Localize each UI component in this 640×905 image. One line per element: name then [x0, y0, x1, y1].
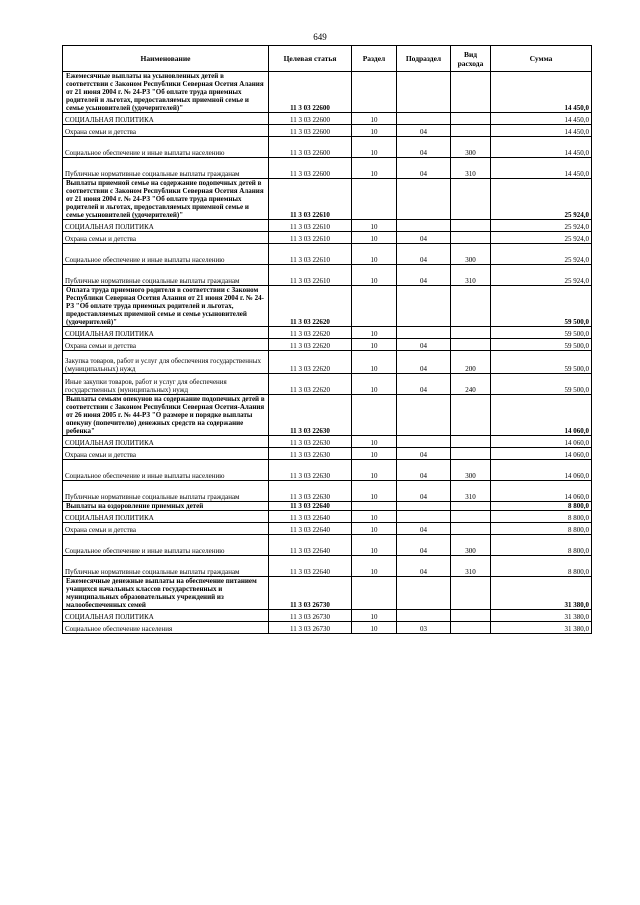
row-name-cell: Публичные нормативные социальные выплаты гражданам	[63, 158, 269, 179]
row-name-cell: Охрана семьи и детства	[63, 339, 269, 351]
row-subsection-cell: 04	[397, 374, 451, 395]
row-sum-cell: 25 924,0	[491, 244, 592, 265]
row-section-cell	[352, 179, 397, 220]
row-sum-cell: 8 800,0	[491, 511, 592, 523]
row-expense-type-cell: 300	[451, 244, 491, 265]
table-header-row	[63, 46, 592, 72]
row-name-cell: СОЦИАЛЬНАЯ ПОЛИТИКА	[63, 220, 269, 232]
row-target-item-cell: 11 3 03 22640	[269, 556, 352, 577]
row-target-item-cell: 11 3 03 22630	[269, 395, 352, 436]
row-sum-cell: 14 450,0	[491, 158, 592, 179]
table-row	[63, 113, 592, 125]
row-name-cell: Охрана семьи и детства	[63, 448, 269, 460]
row-subsection-cell: 03	[397, 622, 451, 634]
row-name-cell: Публичные нормативные социальные выплаты гражданам	[63, 481, 269, 502]
row-name-cell: Социальное обеспечение и иные выплаты населению	[63, 460, 269, 481]
row-subsection-cell	[397, 502, 451, 511]
row-expense-type-cell	[451, 220, 491, 232]
table-row	[63, 339, 592, 351]
table-row	[63, 327, 592, 339]
row-name-cell: Социальное обеспечение и иные выплаты населению	[63, 244, 269, 265]
budget-table	[62, 45, 592, 634]
row-name-cell: Публичные нормативные социальные выплаты гражданам	[63, 265, 269, 286]
row-section-cell	[352, 395, 397, 436]
row-target-item-cell: 11 3 03 22610	[269, 244, 352, 265]
row-sum-cell: 59 500,0	[491, 339, 592, 351]
row-expense-type-cell: 300	[451, 535, 491, 556]
row-section-cell: 10	[352, 448, 397, 460]
row-section-cell: 10	[352, 232, 397, 244]
row-expense-type-cell	[451, 232, 491, 244]
row-name-cell: Социальное обеспечение и иные выплаты населению	[63, 535, 269, 556]
table-row	[63, 460, 592, 481]
row-expense-type-cell	[451, 395, 491, 436]
row-sum-cell: 14 450,0	[491, 72, 592, 113]
row-name-cell: Оплата труда приемного родителя в соответствии с Законом Республики Северная Осетия Алания от 21 июня 2004 г. № 24-РЗ "Об оплате труда приемных родителей и льготах, предоставляемых приемной семье и семье усыновителей (удочерителей)"	[63, 286, 269, 327]
row-sum-cell: 14 450,0	[491, 113, 592, 125]
table-row	[63, 556, 592, 577]
row-name-cell: Ежемесячные выплаты на усыновленных детей в соответствии с Законом Республики Северная Осетия Алания от 21 июня 2004 г. № 24-РЗ "Об оплате труда приемных родителей и льготах, предоставляемых приемной семье и семье усыновителей (удочерителей)"	[63, 72, 269, 113]
row-expense-type-cell	[451, 286, 491, 327]
row-sum-cell: 14 060,0	[491, 436, 592, 448]
row-section-cell: 10	[352, 265, 397, 286]
header-section: Раздел	[352, 46, 397, 72]
row-section-cell: 10	[352, 220, 397, 232]
row-section-cell: 10	[352, 622, 397, 634]
row-name-cell: СОЦИАЛЬНАЯ ПОЛИТИКА	[63, 327, 269, 339]
row-sum-cell: 31 380,0	[491, 610, 592, 622]
row-sum-cell: 14 060,0	[491, 448, 592, 460]
header-target-item: Целевая статья	[269, 46, 352, 72]
row-subsection-cell: 04	[397, 523, 451, 535]
row-expense-type-cell	[451, 523, 491, 535]
row-target-item-cell: 11 3 03 22610	[269, 220, 352, 232]
row-expense-type-cell	[451, 610, 491, 622]
row-section-cell: 10	[352, 158, 397, 179]
row-subsection-cell: 04	[397, 265, 451, 286]
row-name-cell: Охрана семьи и детства	[63, 523, 269, 535]
row-target-item-cell: 11 3 03 22600	[269, 125, 352, 137]
row-expense-type-cell	[451, 448, 491, 460]
table-row	[63, 502, 592, 511]
row-subsection-cell	[397, 436, 451, 448]
row-expense-type-cell	[451, 339, 491, 351]
row-expense-type-cell: 310	[451, 556, 491, 577]
row-section-cell: 10	[352, 481, 397, 502]
row-subsection-cell	[397, 610, 451, 622]
row-subsection-cell	[397, 113, 451, 125]
row-section-cell: 10	[352, 511, 397, 523]
row-name-cell: Охрана семьи и детства	[63, 232, 269, 244]
table-row	[63, 481, 592, 502]
table-row	[63, 72, 592, 113]
row-sum-cell: 14 450,0	[491, 137, 592, 158]
table-row	[63, 395, 592, 436]
row-subsection-cell: 04	[397, 158, 451, 179]
row-expense-type-cell	[451, 327, 491, 339]
row-section-cell: 10	[352, 523, 397, 535]
page-number: 649	[313, 32, 327, 42]
row-target-item-cell: 11 3 03 22640	[269, 511, 352, 523]
row-expense-type-cell	[451, 179, 491, 220]
header-subsection: Подраздел	[397, 46, 451, 72]
row-subsection-cell	[397, 395, 451, 436]
row-target-item-cell: 11 3 03 22600	[269, 113, 352, 125]
row-sum-cell: 14 060,0	[491, 395, 592, 436]
table-row	[63, 577, 592, 610]
row-sum-cell: 14 060,0	[491, 460, 592, 481]
row-expense-type-cell	[451, 113, 491, 125]
row-expense-type-cell: 300	[451, 460, 491, 481]
row-sum-cell: 25 924,0	[491, 179, 592, 220]
table-row	[63, 265, 592, 286]
row-target-item-cell: 11 3 03 22600	[269, 137, 352, 158]
row-name-cell: СОЦИАЛЬНАЯ ПОЛИТИКА	[63, 610, 269, 622]
row-target-item-cell: 11 3 03 22600	[269, 72, 352, 113]
row-target-item-cell: 11 3 03 22620	[269, 339, 352, 351]
row-sum-cell: 31 380,0	[491, 622, 592, 634]
row-expense-type-cell: 300	[451, 137, 491, 158]
row-section-cell: 10	[352, 556, 397, 577]
row-target-item-cell: 11 3 03 22620	[269, 351, 352, 374]
row-name-cell: Выплаты семьям опекунов на содержание подопечных детей в соответствии с Законом Республики Северная Осетия-Алания от 26 июня 2005 г. № 44-РЗ "О размере и порядке выплаты опекуну (попечителю) денежных средств на содержание ребенка"	[63, 395, 269, 436]
table-row	[63, 158, 592, 179]
row-expense-type-cell: 310	[451, 481, 491, 502]
table-row	[63, 244, 592, 265]
row-target-item-cell: 11 3 03 22630	[269, 448, 352, 460]
row-name-cell: Выплаты приемной семье на содержание подопечных детей в соответствии с Законом Республики Северная Осетия Алания от 21 июня 2004 г. № 24-РЗ "Об оплате труда приемных родителей и льготах, предоставляемых приемной семье и семье усыновителей (удочерителей)"	[63, 179, 269, 220]
row-name-cell: Закупка товаров, работ и услуг для обеспечения государственных (муниципальных) нужд	[63, 351, 269, 374]
row-expense-type-cell	[451, 436, 491, 448]
table-row	[63, 535, 592, 556]
row-section-cell: 10	[352, 610, 397, 622]
row-section-cell	[352, 286, 397, 327]
row-target-item-cell: 11 3 03 22640	[269, 535, 352, 556]
row-section-cell: 10	[352, 436, 397, 448]
row-name-cell: СОЦИАЛЬНАЯ ПОЛИТИКА	[63, 511, 269, 523]
row-subsection-cell: 04	[397, 244, 451, 265]
table-row	[63, 232, 592, 244]
row-sum-cell: 25 924,0	[491, 232, 592, 244]
row-expense-type-cell: 200	[451, 351, 491, 374]
row-section-cell: 10	[352, 339, 397, 351]
table-row	[63, 622, 592, 634]
table-row	[63, 125, 592, 137]
row-target-item-cell: 11 3 03 26730	[269, 622, 352, 634]
row-target-item-cell: 11 3 03 22610	[269, 232, 352, 244]
row-subsection-cell	[397, 220, 451, 232]
row-name-cell: Охрана семьи и детства	[63, 125, 269, 137]
row-subsection-cell	[397, 327, 451, 339]
table-row	[63, 436, 592, 448]
row-target-item-cell: 11 3 03 22630	[269, 460, 352, 481]
table-row	[63, 610, 592, 622]
row-target-item-cell: 11 3 03 26730	[269, 610, 352, 622]
row-expense-type-cell	[451, 577, 491, 610]
row-name-cell: Публичные нормативные социальные выплаты гражданам	[63, 556, 269, 577]
row-sum-cell: 8 800,0	[491, 556, 592, 577]
row-target-item-cell: 11 3 03 22630	[269, 481, 352, 502]
row-target-item-cell: 11 3 03 22630	[269, 436, 352, 448]
row-expense-type-cell	[451, 125, 491, 137]
row-expense-type-cell: 310	[451, 265, 491, 286]
table-row	[63, 351, 592, 374]
row-subsection-cell: 04	[397, 125, 451, 137]
row-target-item-cell: 11 3 03 22640	[269, 523, 352, 535]
row-sum-cell: 59 500,0	[491, 374, 592, 395]
row-name-cell: Ежемесячные денежные выплаты на обеспечение питанием учащихся начальных классов государственных и муниципальных образовательных учреждений из малообеспеченных семей	[63, 577, 269, 610]
row-sum-cell: 59 500,0	[491, 351, 592, 374]
header-sum: Сумма	[491, 46, 592, 72]
row-section-cell	[352, 502, 397, 511]
row-section-cell: 10	[352, 244, 397, 265]
row-target-item-cell: 11 3 03 22610	[269, 265, 352, 286]
table-row	[63, 448, 592, 460]
table-row	[63, 137, 592, 158]
row-target-item-cell: 11 3 03 22620	[269, 374, 352, 395]
row-name-cell: Социальное обеспечение и иные выплаты населению	[63, 137, 269, 158]
table-row	[63, 511, 592, 523]
row-sum-cell: 31 380,0	[491, 577, 592, 610]
row-sum-cell: 25 924,0	[491, 220, 592, 232]
row-expense-type-cell	[451, 72, 491, 113]
row-expense-type-cell: 240	[451, 374, 491, 395]
row-subsection-cell	[397, 577, 451, 610]
row-sum-cell: 14 060,0	[491, 481, 592, 502]
row-section-cell: 10	[352, 351, 397, 374]
row-subsection-cell: 04	[397, 232, 451, 244]
row-expense-type-cell	[451, 502, 491, 511]
table-row	[63, 179, 592, 220]
row-subsection-cell	[397, 511, 451, 523]
row-section-cell: 10	[352, 113, 397, 125]
row-sum-cell: 59 500,0	[491, 327, 592, 339]
row-section-cell: 10	[352, 125, 397, 137]
header-expense-type: Вид расхода	[451, 46, 491, 72]
row-subsection-cell	[397, 72, 451, 113]
table-row	[63, 220, 592, 232]
row-subsection-cell: 04	[397, 448, 451, 460]
row-target-item-cell: 11 3 03 22600	[269, 158, 352, 179]
row-name-cell: Иные закупки товаров, работ и услуг для обеспечения государственных (муниципальных) нужд	[63, 374, 269, 395]
row-sum-cell: 8 800,0	[491, 502, 592, 511]
row-name-cell: СОЦИАЛЬНАЯ ПОЛИТИКА	[63, 113, 269, 125]
row-section-cell: 10	[352, 460, 397, 481]
row-expense-type-cell: 310	[451, 158, 491, 179]
row-expense-type-cell	[451, 511, 491, 523]
row-sum-cell: 14 450,0	[491, 125, 592, 137]
row-sum-cell: 59 500,0	[491, 286, 592, 327]
row-target-item-cell: 11 3 03 22640	[269, 502, 352, 511]
row-name-cell: СОЦИАЛЬНАЯ ПОЛИТИКА	[63, 436, 269, 448]
row-subsection-cell: 04	[397, 339, 451, 351]
row-section-cell	[352, 577, 397, 610]
row-section-cell: 10	[352, 327, 397, 339]
row-expense-type-cell	[451, 622, 491, 634]
row-name-cell: Выплаты на оздоровление приемных детей	[63, 502, 269, 511]
table-row	[63, 523, 592, 535]
table-row	[63, 286, 592, 327]
row-sum-cell: 8 800,0	[491, 535, 592, 556]
row-subsection-cell: 04	[397, 556, 451, 577]
row-section-cell: 10	[352, 374, 397, 395]
row-section-cell: 10	[352, 137, 397, 158]
row-subsection-cell	[397, 286, 451, 327]
row-sum-cell: 25 924,0	[491, 265, 592, 286]
row-subsection-cell: 04	[397, 481, 451, 502]
row-subsection-cell: 04	[397, 137, 451, 158]
row-section-cell: 10	[352, 535, 397, 556]
row-subsection-cell	[397, 179, 451, 220]
row-subsection-cell: 04	[397, 535, 451, 556]
row-subsection-cell: 04	[397, 351, 451, 374]
table-row	[63, 374, 592, 395]
row-target-item-cell: 11 3 03 22620	[269, 286, 352, 327]
row-target-item-cell: 11 3 03 22620	[269, 327, 352, 339]
row-section-cell	[352, 72, 397, 113]
row-sum-cell: 8 800,0	[491, 523, 592, 535]
header-name: Наименование	[63, 46, 269, 72]
row-subsection-cell: 04	[397, 460, 451, 481]
row-name-cell: Социальное обеспечение населения	[63, 622, 269, 634]
row-target-item-cell: 11 3 03 26730	[269, 577, 352, 610]
row-target-item-cell: 11 3 03 22610	[269, 179, 352, 220]
